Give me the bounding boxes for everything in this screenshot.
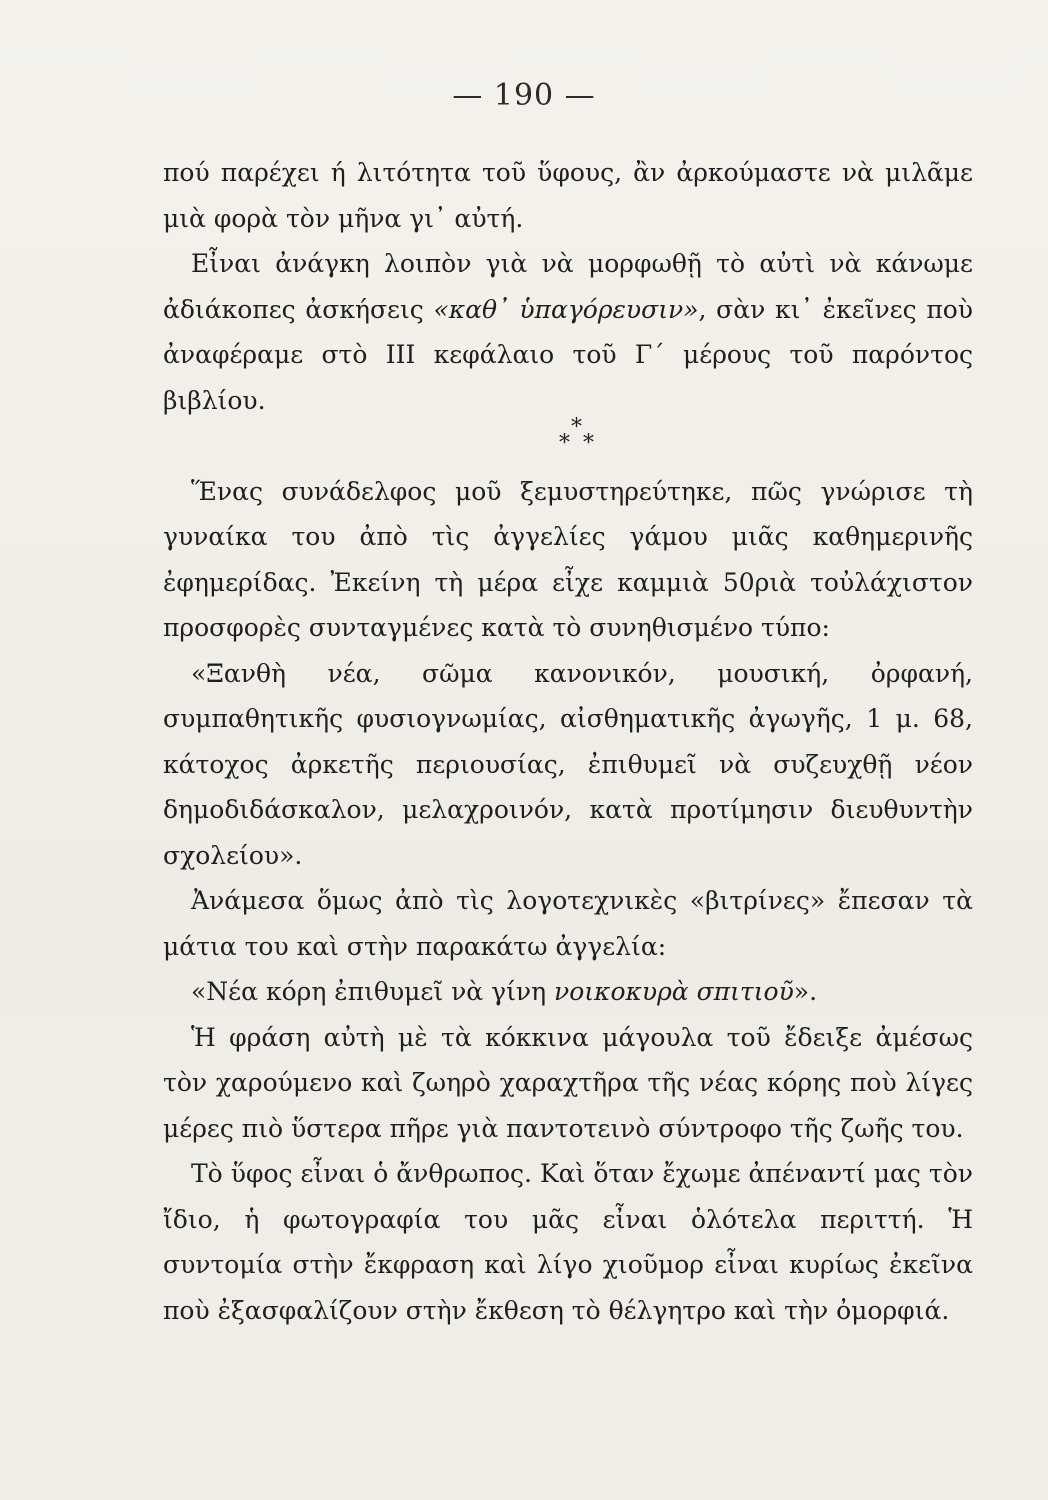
paragraph-colleague: Ἕνας συνάδελφος μοῦ ξεμυστηρεύτηκε, πῶς γνώρισε τὴ γυναίκα του ἀπὸ τὶς ἀγγελίες γάμου μιᾶς καθημερινῆς ἐφημερίδας. Ἐκείνη τὴ μέρα εἶχε καμμιὰ 50ριὰ τοὐλάχιστον προσφορὲς συνταγμένες κατὰ τὸ συνηθισμένο τύπο:: [163, 476, 973, 642]
dictation-term: «καθ᾽ ὑπαγόρευσιν»: [433, 294, 699, 324]
paragraph-continuation: πού παρέχει ή λιτότητα τοῦ ὕφους, ἂν ἀρκούμαστε νὰ μιλᾶμε μιὰ φορὰ τὸν μῆνα γι᾽ αὐτή.: [163, 158, 973, 233]
asterism-star-left: *: [559, 431, 570, 456]
asterism-star-right: *: [583, 431, 594, 456]
paragraph-text: Εἶναι ἀνάγκη λοιπὸν γιὰ νὰ μορφωθῇ τὸ αὐτὶ νὰ κάνωμε ἀδιάκοπες ἀσκήσεις: [163, 249, 973, 324]
section-asterism: [163, 415, 973, 469]
page-number: — 190 —: [452, 78, 596, 113]
asterism-star-top: *: [571, 415, 582, 440]
paragraph-young-girl-ad: [163, 969, 973, 1015]
paragraph-advertisement-quote: «Ξανθὴ νέα, σῶμα κανονικόν, μουσική, ὀρφανή, συμπαθητικῆς φυσιογνωμίας, αἰσθηματικῆς ἀγωγῆς, 1 μ. 68, κάτοχος ἀρκετῆς περιουσίας, ἐπιθυμεῖ νὰ συζευχθῇ νέον δημοδιδάσκαλον, μελαχροινόν, κατὰ προτίμησιν διευθυντὴν σχολείου».: [163, 658, 973, 870]
paragraph-literary-showcase: Ἀνάμεσα ὅμως ἀπὸ τὶς λογοτεχνικὲς «βιτρίνες» ἔπεσαν τὰ μάτια του καὶ στὴν παρακάτω ἀγγελία:: [163, 886, 973, 961]
paragraph-text: ».: [793, 977, 818, 1006]
housewife-term: νοικοκυρὰ σπιτιοῦ: [554, 977, 794, 1006]
paragraph-red-cheeks: Ἡ φράση αὐτὴ μὲ τὰ κόκκινα μάγουλα τοῦ ἔδειξε ἀμέσως τὸν χαρούμενο καὶ ζωηρὸ χαραχτῆρα τῆς νέας κόρης ποὺ λίγες μέρες πιὸ ὕστερα πῆρε γιὰ παντοτεινὸ σύντροφο τῆς ζωῆς του.: [163, 1022, 973, 1143]
paragraph-text: , σὰν κι᾽ ἐκεῖνες ποὺ ἀναφέραμε στὸ III κεφάλαιο τοῦ Γ΄ μέρους τοῦ παρόντος βιβλίου.: [163, 294, 973, 415]
body-text: [163, 150, 973, 1333]
paragraph-text: «Νέα κόρη ἐπιθυμεῖ νὰ γίνη: [191, 977, 554, 1006]
paragraph-exercises: [163, 241, 973, 423]
paragraph-style-is-man: Τὸ ὕφος εἶναι ὁ ἄνθρωπος. Καὶ ὅταν ἔχωμε ἀπέναντί μας τὸν ἴδιο, ἡ φωτογραφία του μᾶς εἶναι ὁλότελα περιττή. Ἡ συντομία στὴν ἔκφραση καὶ λίγο χιοῦμορ εἶναι κυρίως ἐκεῖνα ποὺ ἐξασφαλίζουν στὴν ἔκθεση τὸ θέλγητρο καὶ τὴν ὀμορφιά.: [163, 1159, 973, 1325]
